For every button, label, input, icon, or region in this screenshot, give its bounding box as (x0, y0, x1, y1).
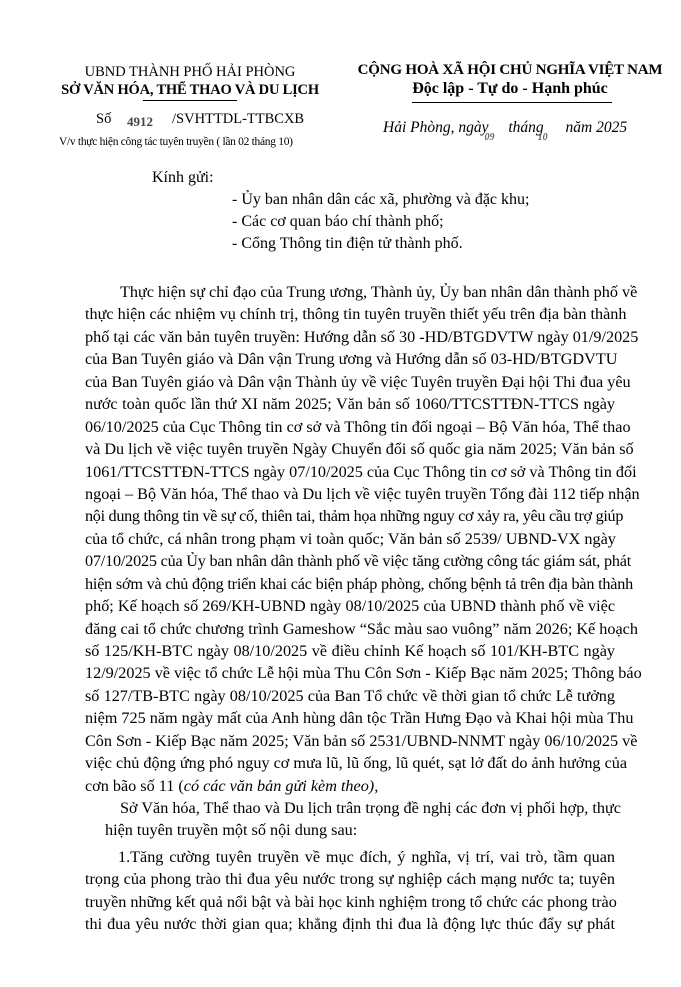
document-subject: V/v thực hiện công tác tuyên truyền ( lần 02 tháng 10) (59, 136, 293, 148)
body-line: ngoại – Bộ Văn hóa, Thể thao và Du lịch về việc tuyên truyền Tổng đài 112 tiếp nhận (85, 484, 640, 503)
body-line: đăng cai tổ chức chương trình Gameshow “Sắc màu sao vuông” năm 2026; Kế hoạch (85, 619, 638, 638)
body-line: niệm 725 năm ngày mất của Anh hùng dân tộc Trần Hưng Đạo và Khai hội mùa Thu (85, 709, 634, 728)
date-day: 09 (484, 132, 495, 143)
body-paragraph-1 (85, 281, 642, 797)
body-line: thực hiện các nhiệm vụ chính trị, thông tin tuyên truyền thiết yếu trên địa bàn thành (85, 305, 627, 324)
body-line: nước toàn quốc lần thứ XI năm 2025; Văn bản số 1060/TTCSTTĐN-TTCS ngày (85, 395, 615, 414)
recipient-item: - Các cơ quan báo chí thành phố; (232, 213, 444, 230)
body-line: của Ban Tuyên giáo và Dân vận Thành ủy về việc Tuyên truyền Đại hội Thi đua yêu (85, 372, 631, 391)
header-underline-left (143, 100, 237, 101)
recipient-item: - Cổng Thông tin điện tử thành phố. (232, 235, 463, 252)
national-motto: Độc lập - Tự do - Hạnh phúc (412, 80, 608, 97)
body-line: Sở Văn hóa, Thể thao và Du lịch trân trọng đề nghị các đơn vị phối hợp, thực (120, 799, 621, 817)
body-text: cơn bão số 11 ( (85, 776, 184, 795)
body-paragraph-2 (85, 797, 621, 842)
issuing-department: SỞ VĂN HÓA, THỂ THAO VÀ DU LỊCH (61, 82, 319, 98)
national-title: CỘNG HOÀ XÃ HỘI CHỦ NGHĨA VIỆT NAM (357, 62, 663, 78)
body-line: thi đua yêu nước thời gian qua; khẳng định thi đua là động lực thúc đẩy sự phát (85, 915, 615, 934)
body-line: 1.Tăng cường tuyên truyền về mục đích, ý nghĩa, vị trí, vai trò, tầm quan (118, 848, 615, 866)
date-month: 10 (537, 132, 548, 143)
body-paragraph-3 (85, 846, 615, 936)
body-line: hiện sớm và chủ động triển khai các biện pháp phòng, chống bệnh tả trên địa bàn thành (85, 574, 634, 593)
body-line: số 127/TB-BTC ngày 08/10/2025 của Ban Tổ chức về thời gian tổ chức Lễ tưởng (85, 686, 615, 705)
body-line: trọng của phong trào thi đua yêu nước trong sự nghiệp cách mạng nước ta; tuyên (85, 870, 615, 889)
body-line: của Ban Tuyên giáo và Dân vận Trung ương và Hướng dẫn số 03-HD/BTGDVTU (85, 350, 618, 369)
document-code: /SVHTTDL-TTBCXB (172, 111, 305, 127)
body-line: 07/10/2025 của Ủy ban nhân dân thành phố về việc tăng cường công tác giám sát, phát (85, 552, 632, 571)
body-line: phố tại các văn bản tuyên truyền: Hướng dẫn số 30 -HD/BTGDVTW ngày 01/9/2025 (85, 327, 639, 346)
body-line: phố; Kế hoạch số 269/KH-UBND ngày 08/10/2025 của UBND thành phố về việc (85, 597, 615, 616)
body-line: của tổ chức, cá nhân trong phạm vi toàn quốc; Văn bản số 2539/ UBND-VX ngày (85, 529, 616, 548)
body-line: 06/10/2025 của Cục Thông tin cơ sở và Thông tin đối ngoại – Bộ Văn hóa, Thể thao (85, 417, 631, 436)
body-line-last (85, 775, 615, 797)
body-line: nội dung thông tin về sự cố, thiên tai, thảm họa những nguy cơ xảy ra, yêu cầu trợ giúp (85, 507, 624, 526)
body-line: hiện tuyên truyền một số nội dung sau: (105, 821, 358, 840)
recipients-label: Kính gửi: (152, 169, 214, 186)
body-line: số 125/KH-BTC ngày 08/10/2025 về điều chỉnh Kế hoạch số 101/KH-BTC ngày (85, 642, 615, 660)
body-line: việc chủ động ứng phó nguy cơ mưa lũ, lũ ống, lũ quét, sạt lở đất do ảnh hưởng của (85, 754, 628, 773)
body-line: 1061/TTCSTTĐN-TTCS ngày 07/10/2025 của Cục Thông tin cơ sở và Thông tin đối (85, 462, 637, 481)
date-month-label: tháng (508, 119, 544, 136)
issuing-authority: UBND THÀNH PHỐ HẢI PHÒNG (84, 64, 296, 80)
place-date (383, 119, 628, 143)
document-number-label: Số (96, 111, 112, 127)
date-year: năm 2025 (565, 119, 628, 136)
attachment-note: có các văn bản gửi kèm theo), (183, 776, 379, 795)
body-line: Thực hiện sự chỉ đạo của Trung ương, Thành ủy, Ủy ban nhân dân thành phố về (120, 283, 638, 301)
body-line: 12/9/2025 về việc tổ chức Lễ hội mùa Thu Côn Sơn - Kiếp Bạc năm 2025; Thông báo (85, 664, 642, 683)
body-line: Côn Sơn - Kiếp Bạc năm 2025; Văn bản số 2531/UBND-NNMT ngày 06/10/2025 về (85, 731, 638, 750)
header-underline-right (412, 102, 612, 103)
body-line: và Du lịch về việc tuyên truyền Ngày Chuyển đổi số quốc gia năm 2025; Văn bản số (85, 440, 634, 459)
recipient-item: - Ủy ban nhân dân các xã, phường và đặc khu; (232, 191, 530, 208)
document-number: 4912 (127, 114, 153, 129)
body-line: truyền những kết quả nổi bật và bài học kinh nghiệm trong tổ chức các phong trào (85, 892, 617, 911)
place-date-prefix: Hải Phòng, ngày (383, 119, 489, 136)
